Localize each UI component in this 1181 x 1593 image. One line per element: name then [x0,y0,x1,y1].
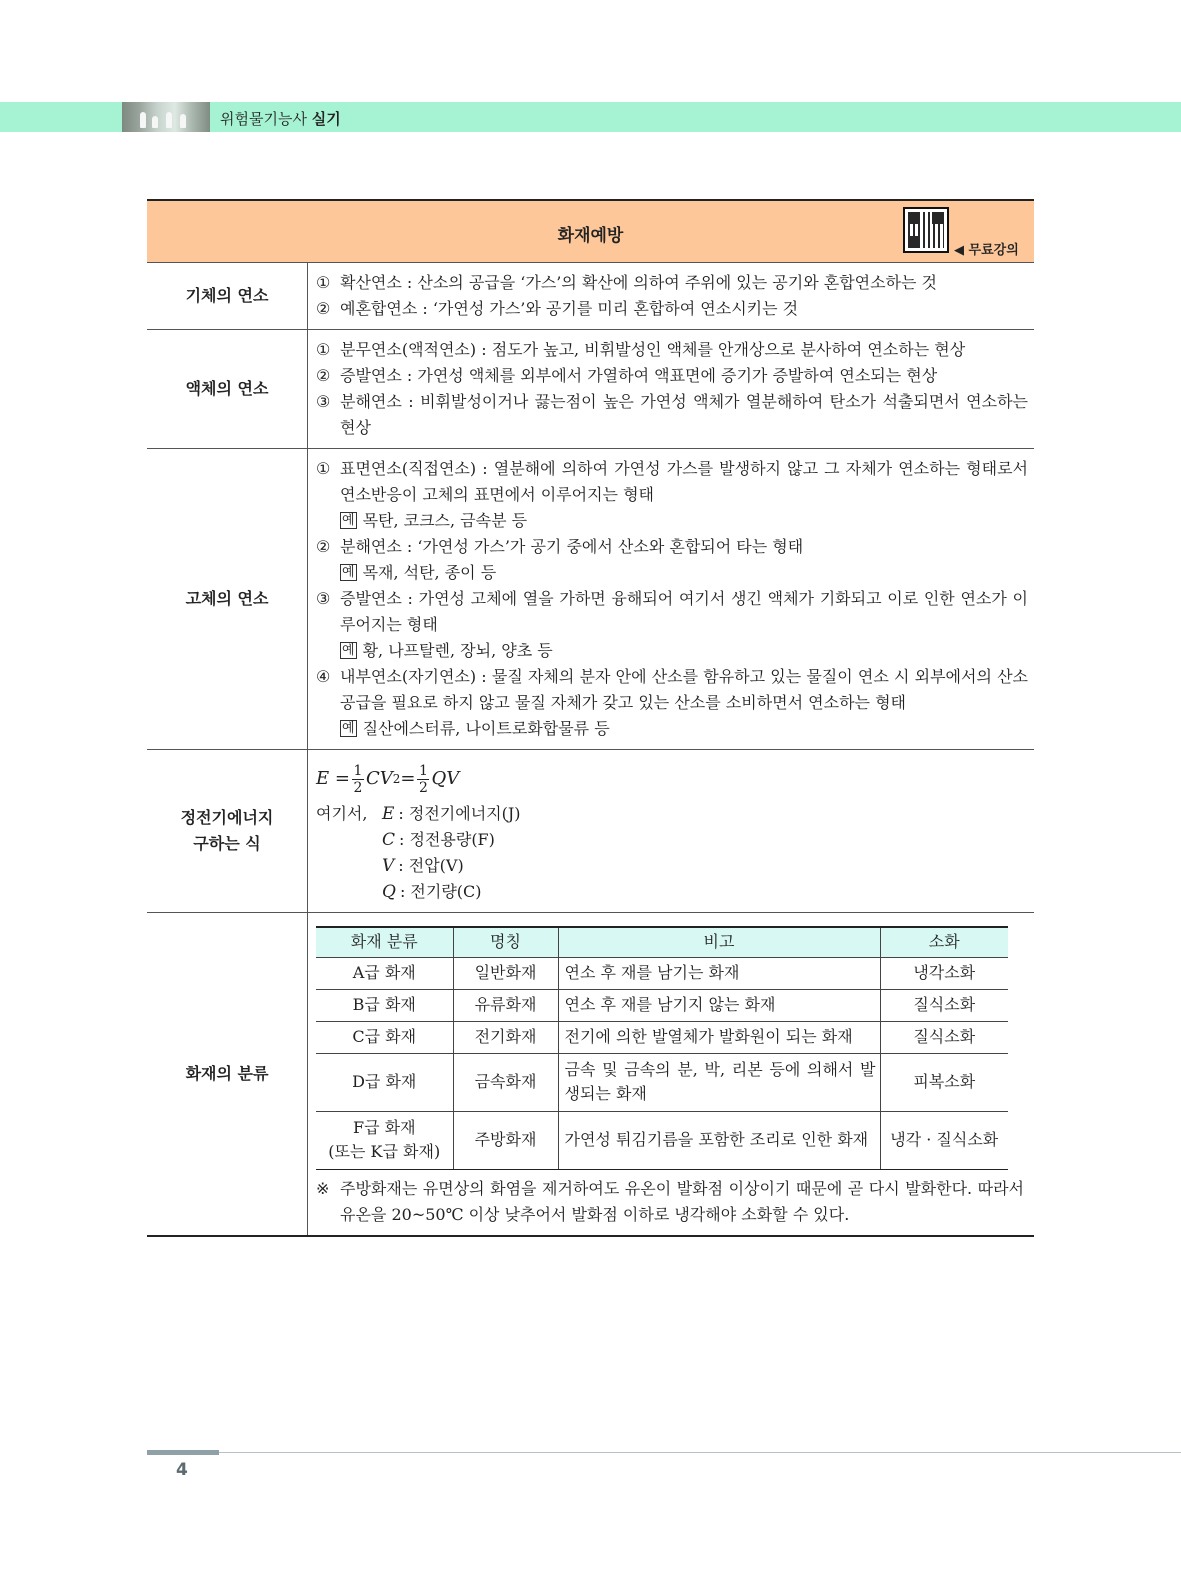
table-row: F급 화재 (또는 K급 화재) 주방화재 가연성 튀김기름을 포함한 조리로 인한 화재 냉각 · 질식소화 [316,1111,1008,1169]
list-item: ① 분무연소(액적연소) : 점도가 높고, 비휘발성인 액체를 안개상으로 분사하여 연소하는 현상 [316,340,966,359]
column-header: 명칭 [453,927,558,957]
list-item: ③ 증발연소 : 가연성 고체에 열을 가하면 융해되어 여기서 생긴 액체가 기화되고 이로 인한 연소가 이루어지는 형태 [316,589,1028,634]
example-line: 예 목재, 석탄, 종이 등 [342,563,497,582]
qr-code-icon[interactable] [903,207,949,253]
footer-accent [147,1450,219,1455]
example-badge: 예 [342,513,355,528]
row-solid-combustion [147,449,1034,750]
table-header [147,201,1034,263]
category-label: 고체의 연소 [147,449,308,749]
list-item: ② 예혼합연소 : ‘가연성 가스’와 공기를 미리 혼합하여 연소시키는 것 [316,299,799,318]
category-label: 기체의 연소 [147,263,308,329]
category-label: 화재의 분류 [147,913,308,1235]
row-fire-classification [147,913,1034,1235]
example-line: 예 황, 나프탈렌, 장뇌, 양초 등 [342,641,553,660]
column-header: 소화 [880,927,1008,957]
category-label: 정전기에너지 구하는 식 [147,750,308,912]
free-lecture-link[interactable]: ◀ 무료강의 [954,243,1019,258]
table-row: C급 화재 전기화재 전기에 의한 발열체가 발화원이 되는 화재 질식소화 [316,1021,1008,1053]
example-badge: 예 [342,565,355,580]
table-row: D급 화재 금속화재 금속 및 금속의 분, 박, 리본 등에 의해서 발생되는 화재 피복소화 [316,1053,1008,1111]
table-row: B급 화재 유류화재 연소 후 재를 남기지 않는 화재 질식소화 [316,989,1008,1021]
header-image [122,102,210,132]
list-item: ④ 내부연소(자기연소) : 물질 자체의 분자 안에 산소를 함유하고 있는 물질이 연소 시 외부에서의 산소 공급을 필요로 하지 않고 물질 자체가 갖고 있는 산소를 소비하면서 연소하는 형태 [316,667,1028,712]
fire-prevention-table [147,199,1034,1237]
row-liquid-combustion [147,330,1034,449]
table-row: A급 화재 일반화재 연소 후 재를 남기는 화재 냉각소화 [316,957,1008,989]
category-label: 액체의 연소 [147,330,308,448]
book-title: 위험물기능사 실기 [220,110,341,128]
list-item: ① 확산연소 : 산소의 공급을 ‘가스’의 확산에 의하여 주위에 있는 공기와 혼합연소하는 것 [316,273,938,292]
list-item: ③ 분해연소 : 비휘발성이거나 끓는점이 높은 가연성 액체가 열분해하여 탄소가 석출되면서 연소하는 현상 [316,392,1028,437]
example-line: 예 목탄, 코크스, 금속분 등 [342,511,528,530]
list-item: ② 분해연소 : ‘가연성 가스’가 공기 중에서 산소와 혼합되어 타는 형태 [316,537,804,556]
list-item: ② 증발연소 : 가연성 액체를 외부에서 가열하여 액표면에 증기가 증발하여 연소되는 현상 [316,366,938,385]
fire-class-table [316,926,1008,1170]
list-item: ① 표면연소(직접연소) : 열분해에 의하여 가연성 가스를 발생하지 않고 그 자체가 연소하는 형태로서 연소반응이 고체의 표면에서 이루어지는 형태 [316,459,1028,504]
section-title: 화재예방 [557,226,624,246]
page-number: 4 [176,1460,188,1480]
example-line: 예 질산에스터류, 나이트로화합물류 등 [342,719,610,738]
energy-formula: E = $\frac{1}{2}$ CV 2 = $\frac{1}{2}$ QV [316,762,460,796]
example-badge: 예 [342,721,355,736]
kitchen-fire-note: ※ 주방화재는 유면상의 화염을 제거하여도 유온이 발화점 이상이기 때문에 곧 다시 발화한다. 따라서 유온을 20~50℃ 이상 낮추어서 발화점 이하로 냉각해야 소화할 수 있다. [316,1178,1024,1224]
footer-divider [147,1452,1181,1453]
row-gas-combustion [147,263,1034,330]
column-header: 화재 분류 [316,927,453,957]
variable-legend: 여기서, E : 정전기에너지(J) C : 정전용량(F) V : 전압(V) Q : 전기량(C) [316,804,521,902]
column-header: 비고 [558,927,880,957]
example-badge: 예 [342,643,355,658]
row-static-energy [147,750,1034,913]
